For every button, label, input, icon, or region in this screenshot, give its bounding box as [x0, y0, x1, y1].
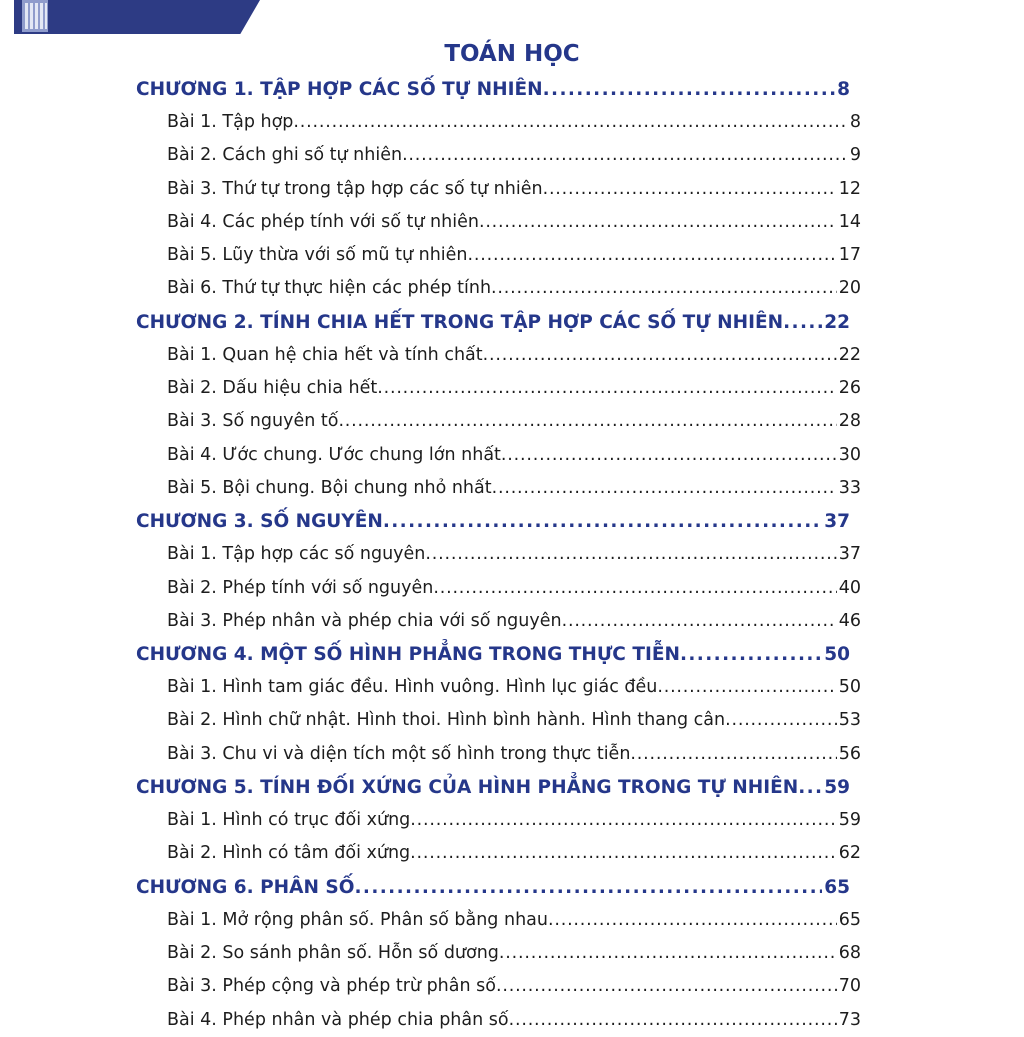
dot-leader [338, 405, 836, 438]
toc-chapter-row [136, 73, 850, 106]
dot-leader [657, 671, 836, 704]
toc-entry-label: Bài 1. Mở rộng phân số. Phân số bằng nhau [167, 909, 548, 930]
toc-entry-label: CHƯƠNG 5. TÍNH ĐỐI XỨNG CỦA HÌNH PHẲNG TRONG TỰ NHIÊN [136, 777, 799, 799]
book-shelf-icon [20, 0, 50, 32]
dot-leader [630, 738, 836, 771]
toc-page-number: 62 [838, 843, 861, 864]
toc-page-number: 73 [838, 1009, 861, 1030]
toc-page-number: 20 [838, 278, 861, 299]
toc-lesson-row [167, 538, 861, 571]
toc-lesson-row [167, 704, 861, 737]
toc-entry-label: Bài 2. Cách ghi số tự nhiên [167, 145, 403, 166]
toc-entry-label: Bài 1. Hình có trục đối xứng [167, 810, 411, 831]
toc-entry-label: Bài 3. Số nguyên tố [167, 411, 339, 432]
toc-lesson-row [167, 572, 861, 605]
dot-leader [783, 306, 822, 339]
toc-page-number: 59 [838, 810, 861, 831]
toc-entry-label: Bài 4. Các phép tính với số tự nhiên [167, 211, 479, 232]
toc-lesson-row [167, 272, 861, 305]
toc-lesson-row [167, 605, 861, 638]
header-banner [14, 0, 260, 34]
toc-entry-label: Bài 3. Phép nhân và phép chia với số nguyên [167, 610, 562, 631]
page-title: TOÁN HỌC [444, 41, 580, 67]
toc-lesson-row [167, 206, 861, 239]
toc-page-number: 65 [838, 909, 861, 930]
toc-entry-label: CHƯƠNG 6. PHÂN SỐ [136, 876, 355, 898]
toc-entry-label: Bài 4. Ước chung. Ước chung lớn nhất [167, 444, 501, 465]
dot-leader [562, 605, 837, 638]
toc-chapter-row [136, 771, 850, 804]
dot-leader [383, 505, 822, 538]
toc-chapter-row [136, 306, 850, 339]
table-of-contents [0, 73, 1024, 1037]
toc-lesson-row [167, 139, 861, 172]
toc-lesson-row [167, 738, 861, 771]
toc-entry-label: Bài 3. Chu vi và diện tích một số hình trong thực tiễn [167, 743, 631, 764]
dot-leader [425, 538, 836, 571]
dot-leader [410, 837, 837, 870]
toc-page-number: 37 [824, 511, 850, 533]
toc-entry-label: Bài 1. Hình tam giác đều. Hình vuông. Hình lục giác đều [167, 677, 658, 698]
toc-lesson-row [167, 1004, 861, 1037]
toc-page-number: 46 [838, 610, 861, 631]
toc-entry-label: Bài 1. Tập hợp [167, 112, 294, 132]
toc-page-number: 14 [838, 211, 861, 232]
dot-leader [483, 339, 837, 372]
dot-leader [499, 937, 837, 970]
toc-entry-label: Bài 2. Phép tính với số nguyên [167, 577, 434, 598]
toc-page-number: 56 [838, 743, 861, 764]
toc-page-number: 68 [838, 942, 861, 963]
toc-lesson-row [167, 173, 861, 206]
dot-leader [501, 439, 837, 472]
toc-entry-label: Bài 2. So sánh phân số. Hỗn số dương [167, 942, 499, 963]
toc-lesson-row [167, 472, 861, 505]
dot-leader [491, 272, 837, 305]
dot-leader [548, 904, 837, 937]
toc-page-number: 33 [838, 477, 861, 498]
dot-leader [354, 871, 822, 904]
toc-page-number: 17 [838, 245, 861, 266]
dot-leader [433, 572, 836, 605]
dot-leader [543, 73, 836, 106]
toc-page-number: 65 [824, 876, 850, 898]
toc-page-number: 9 [849, 145, 861, 166]
toc-lesson-row [167, 804, 861, 837]
dot-leader [543, 173, 837, 206]
toc-lesson-row [167, 106, 861, 139]
toc-page-number: 22 [838, 344, 861, 365]
toc-entry-label: Bài 1. Quan hệ chia hết và tính chất [167, 344, 483, 365]
toc-entry-label: Bài 6. Thứ tự thực hiện các phép tính [167, 278, 492, 299]
dot-leader [680, 638, 822, 671]
toc-lesson-row [167, 970, 861, 1003]
toc-lesson-row [167, 405, 861, 438]
toc-page-number: 50 [824, 644, 850, 666]
dot-leader [496, 970, 837, 1003]
toc-chapter-row [136, 871, 850, 904]
toc-entry-label: Bài 4. Phép nhân và phép chia phân số [167, 1009, 509, 1030]
toc-lesson-row [167, 671, 861, 704]
dot-leader [402, 139, 848, 172]
toc-entry-label: Bài 1. Tập hợp các số nguyên [167, 544, 426, 565]
toc-page-number: 70 [838, 976, 861, 997]
toc-page-number: 8 [849, 112, 861, 132]
dot-leader [798, 771, 822, 804]
toc-page-number: 50 [838, 677, 861, 698]
dot-leader [725, 704, 837, 737]
toc-page-number: 30 [838, 444, 861, 465]
dot-leader [479, 206, 837, 239]
toc-lesson-row [167, 439, 861, 472]
toc-page-number: 53 [838, 710, 861, 731]
dot-leader [492, 472, 837, 505]
toc-lesson-row [167, 904, 861, 937]
dot-leader [377, 372, 836, 405]
dot-leader [293, 106, 847, 139]
toc-entry-label: CHƯƠNG 1. TẬP HỢP CÁC SỐ TỰ NHIÊN [136, 79, 543, 100]
toc-page-number: 12 [838, 178, 861, 199]
toc-entry-label: Bài 3. Thứ tự trong tập hợp các số tự nhiên [167, 178, 543, 199]
toc-page-number: 28 [838, 411, 861, 432]
toc-page-number: 40 [838, 577, 861, 598]
toc-chapter-row [136, 505, 850, 538]
toc-entry-label: Bài 5. Bội chung. Bội chung nhỏ nhất [167, 477, 492, 498]
toc-page-number: 37 [838, 544, 861, 565]
toc-lesson-row [167, 239, 861, 272]
toc-lesson-row [167, 837, 861, 870]
toc-entry-label: Bài 2. Dấu hiệu chia hết [167, 378, 378, 399]
toc-page-number: 8 [837, 79, 850, 100]
toc-chapter-row [136, 638, 850, 671]
toc-page-number: 22 [824, 311, 850, 333]
toc-entry-label: Bài 3. Phép cộng và phép trừ phân số [167, 976, 496, 997]
toc-entry-label: CHƯƠNG 4. MỘT SỐ HÌNH PHẲNG TRONG THỰC TIỄN [136, 644, 680, 666]
toc-lesson-row [167, 937, 861, 970]
toc-entry-label: CHƯƠNG 2. TÍNH CHIA HẾT TRONG TẬP HỢP CÁC SỐ TỰ NHIÊN [136, 311, 784, 333]
toc-page-number: 26 [838, 378, 861, 399]
toc-page-number: 59 [824, 777, 850, 799]
dot-leader [509, 1004, 837, 1037]
toc-entry-label: Bài 2. Hình có tâm đối xứng [167, 843, 411, 864]
toc-lesson-row [167, 372, 861, 405]
toc-lesson-row [167, 339, 861, 372]
toc-entry-label: Bài 2. Hình chữ nhật. Hình thoi. Hình bình hành. Hình thang cân [167, 710, 726, 731]
toc-entry-label: CHƯƠNG 3. SỐ NGUYÊN [136, 511, 383, 533]
toc-entry-label: Bài 5. Lũy thừa với số mũ tự nhiên [167, 245, 468, 266]
dot-leader [468, 239, 837, 272]
dot-leader [410, 804, 836, 837]
